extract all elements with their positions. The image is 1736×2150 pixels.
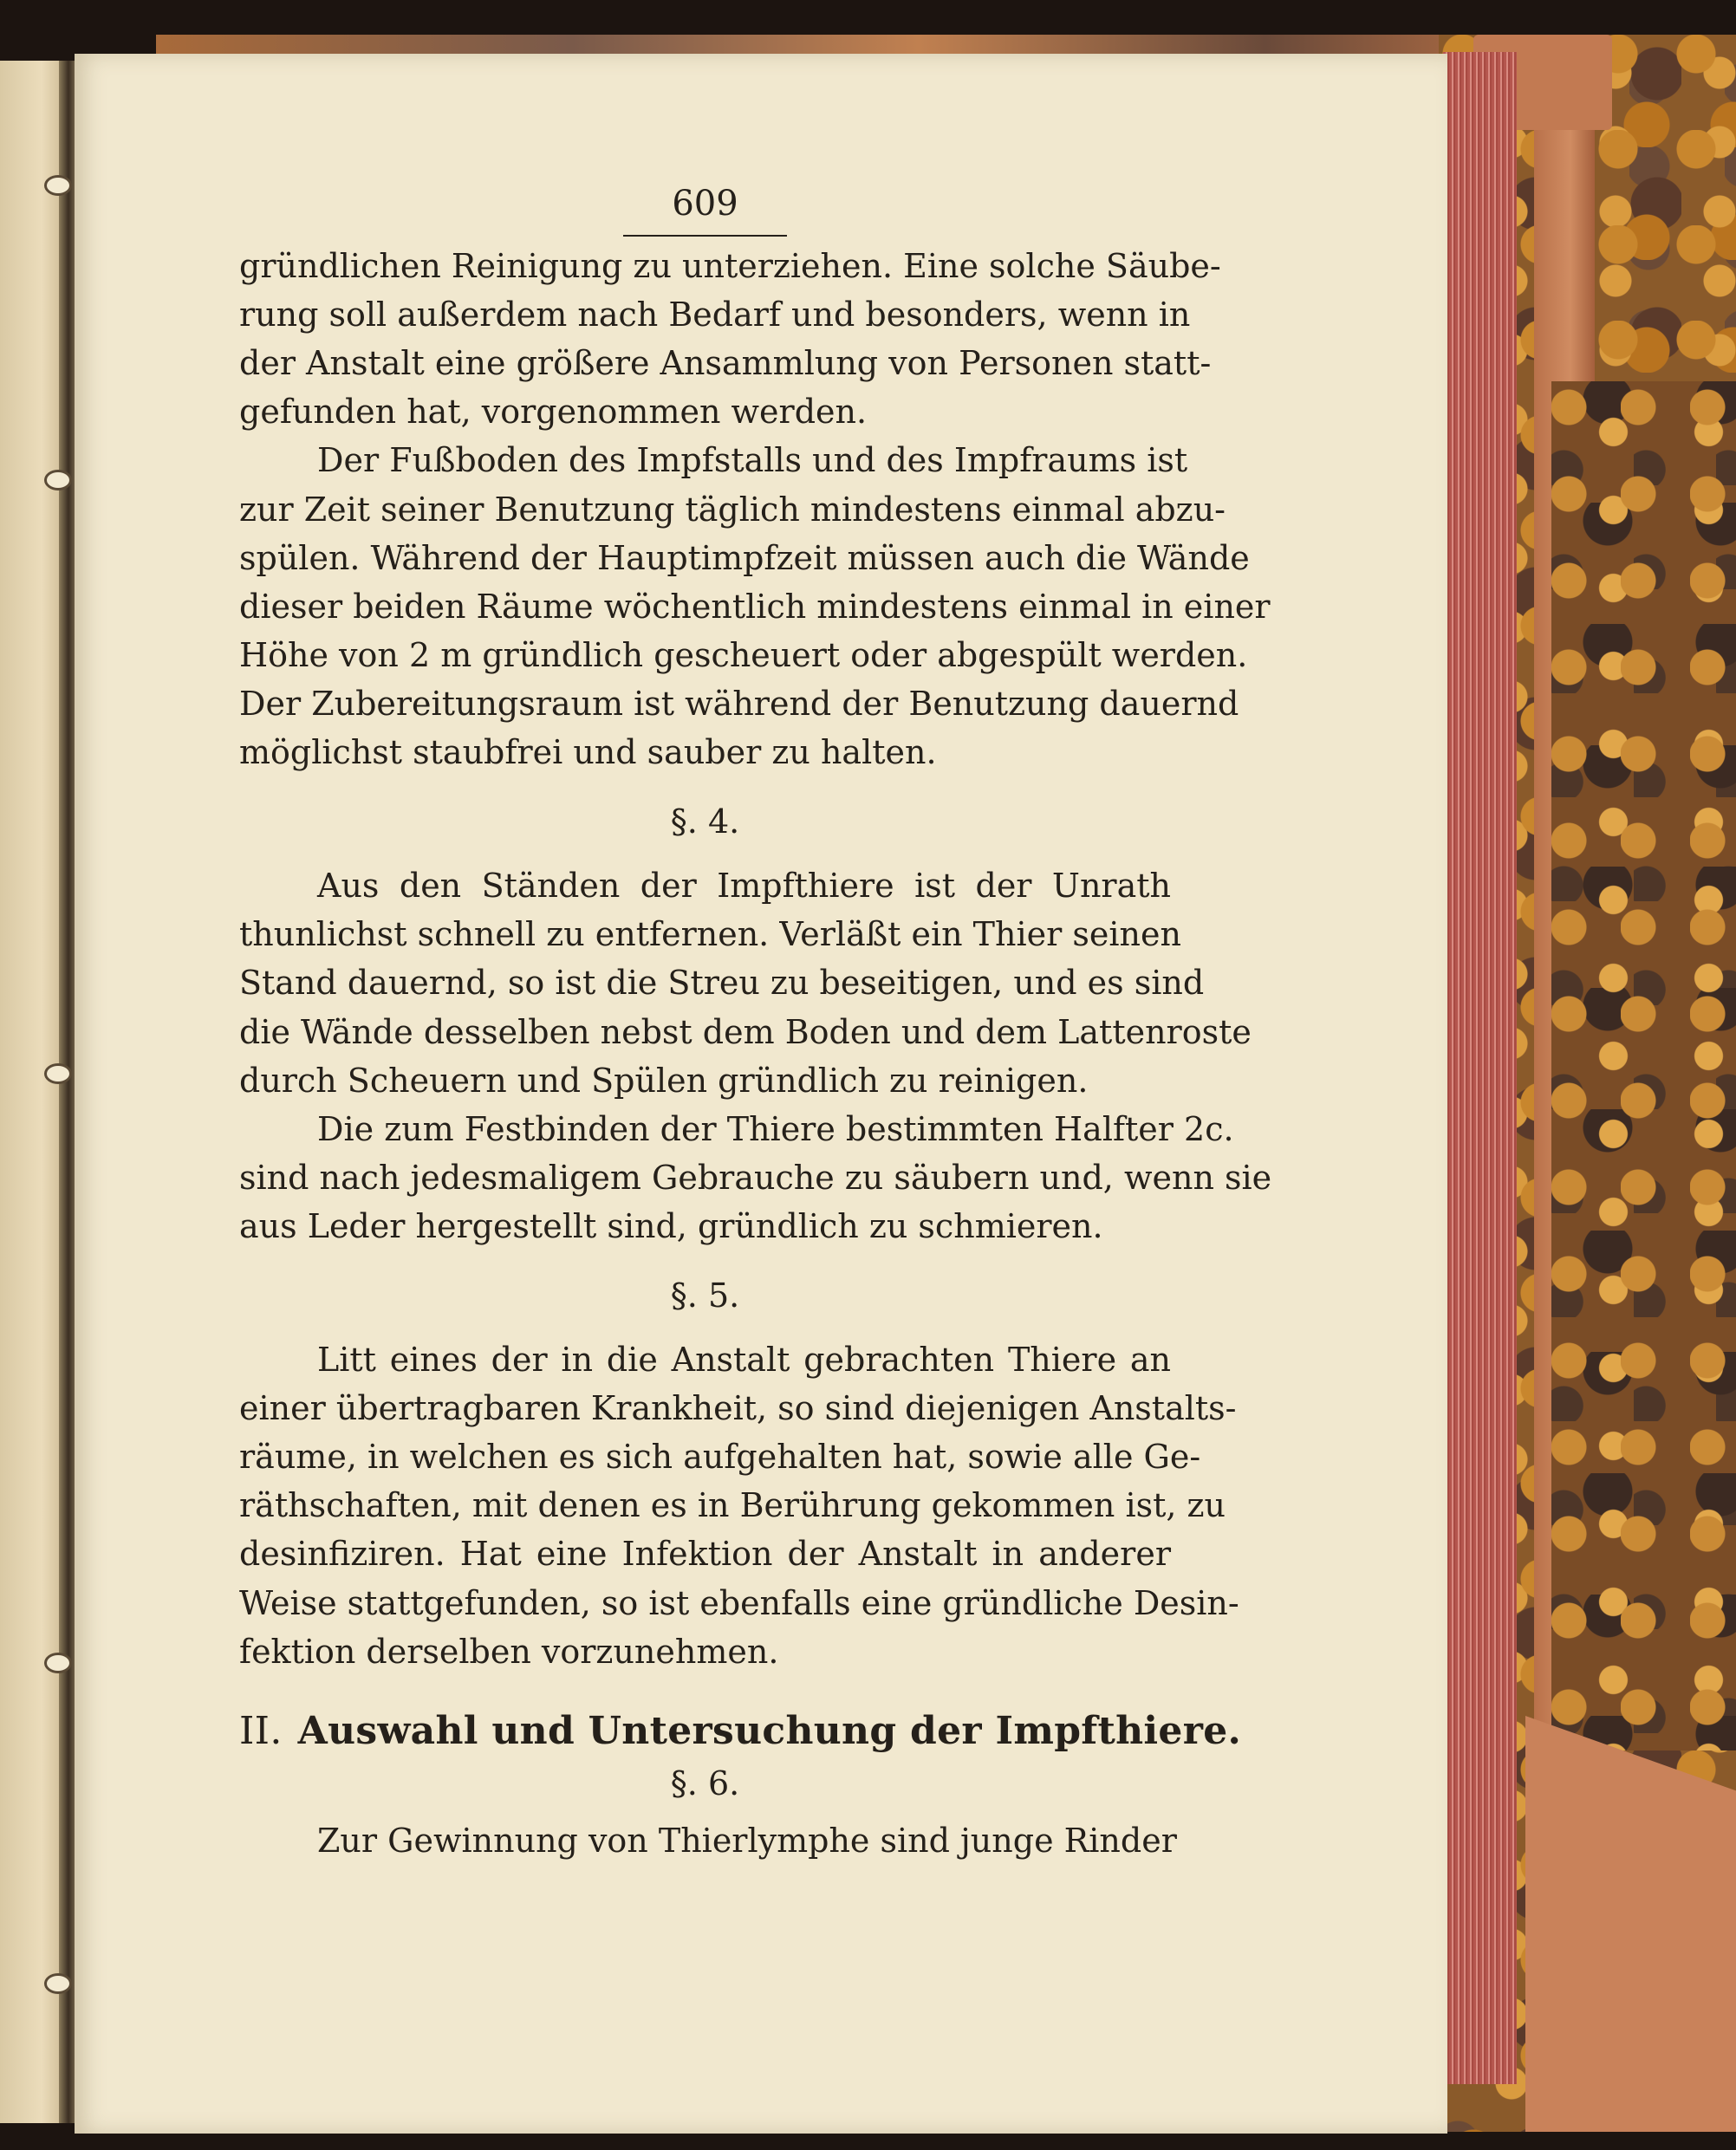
text-line: Weise stattgefunden, so ist ebenfalls eine gründliche Desin- — [239, 1583, 1239, 1622]
chapter-number: II. — [239, 1708, 283, 1753]
paragraph — [239, 1816, 1177, 1865]
text-line: rung soll außerdem nach Bedarf und besonders, wenn in — [239, 296, 1191, 335]
text-line: sind nach jedesmaligem Gebrauche zu säubern und, wenn sie — [239, 1158, 1272, 1197]
text-line: Aus den Ständen der Impfthiere ist der Unrath — [317, 867, 1171, 906]
page-block-edges — [1443, 52, 1517, 2084]
text-line: spülen. Während der Hauptimpfzeit müssen auch die Wände — [239, 538, 1250, 577]
paragraph — [239, 861, 1252, 1104]
text-line: gründlichen Reinigung zu unterziehen. Eine solche Säube- — [239, 247, 1221, 286]
text-line: aus Leder hergestellt sind, gründlich zu schmieren. — [239, 1206, 1103, 1245]
text-line: räthschaften, mit denen es in Berührung gekommen ist, zu — [239, 1486, 1226, 1525]
text-line: fektion derselben vorzunehmen. — [239, 1632, 779, 1671]
section-heading: §. 4. — [670, 802, 740, 841]
text-line: die Wände desselben nebst dem Boden und dem Lattenroste — [239, 1012, 1252, 1051]
text-line: Der Zubereitungsraum ist während der Benutzung dauernd — [239, 684, 1239, 723]
text-line: zur Zeit seiner Benutzung täglich mindestens einmal abzu- — [239, 490, 1226, 529]
text-line: Stand dauernd, so ist die Streu zu beseitigen, und es sind — [239, 964, 1205, 1003]
marbled-board — [1551, 381, 1736, 1751]
paragraph — [239, 1335, 1239, 1676]
text-line: einer übertragbaren Krankheit, so sind diejenigen Anstalts- — [239, 1389, 1237, 1428]
section-heading: §. 5. — [670, 1276, 740, 1315]
binding-stitch — [47, 178, 69, 193]
binding-stitch — [47, 1976, 69, 1991]
book-page — [75, 54, 1447, 2134]
binding-stitch — [47, 472, 69, 488]
text-line: gefunden hat, vorgenommen werden. — [239, 393, 868, 432]
paragraph — [239, 436, 1271, 776]
chapter-title: Auswahl und Untersuchung der Impfthiere. — [297, 1708, 1242, 1753]
text-line: möglichst staubfrei und sauber zu halten. — [239, 733, 937, 772]
chapter-heading — [239, 1707, 1242, 1756]
text-line: thunlichst schnell zu entfernen. Verläßt ein Thier seinen — [239, 915, 1181, 954]
text-line: dieser beiden Räume wöchentlich mindestens einmal in einer — [239, 587, 1271, 626]
text-line: Höhe von 2 m gründlich gescheuert oder abgespült werden. — [239, 635, 1248, 674]
text-line: Litt eines der in die Anstalt gebrachten Thiere an — [317, 1341, 1171, 1380]
text-line: räume, in welchen es sich aufgehalten hat, sowie alle Ge- — [239, 1438, 1201, 1477]
paragraph — [239, 1105, 1272, 1250]
text-line: Der Fußboden des Impfstalls und des Impfraums ist — [317, 441, 1188, 480]
text-line: desinfiziren. Hat eine Infektion der Anstalt in anderer — [239, 1535, 1171, 1574]
page-text — [239, 179, 1272, 1865]
section-heading: §. 6. — [670, 1764, 740, 1802]
text-line: Zur Gewinnung von Thierlymphe sind junge Rinder — [317, 1821, 1177, 1860]
text-line: der Anstalt eine größere Ansammlung von Personen statt- — [239, 344, 1212, 383]
binding-stitch — [47, 1066, 69, 1081]
text-line: Die zum Festbinden der Thiere bestimmten Halfter 2c. — [317, 1109, 1234, 1148]
paragraph — [239, 242, 1221, 436]
binding-stitch — [47, 1655, 69, 1671]
text-line: durch Scheuern und Spülen gründlich zu reinigen. — [239, 1061, 1089, 1100]
page-number — [239, 179, 1171, 237]
page-number-text: 609 — [623, 179, 786, 237]
